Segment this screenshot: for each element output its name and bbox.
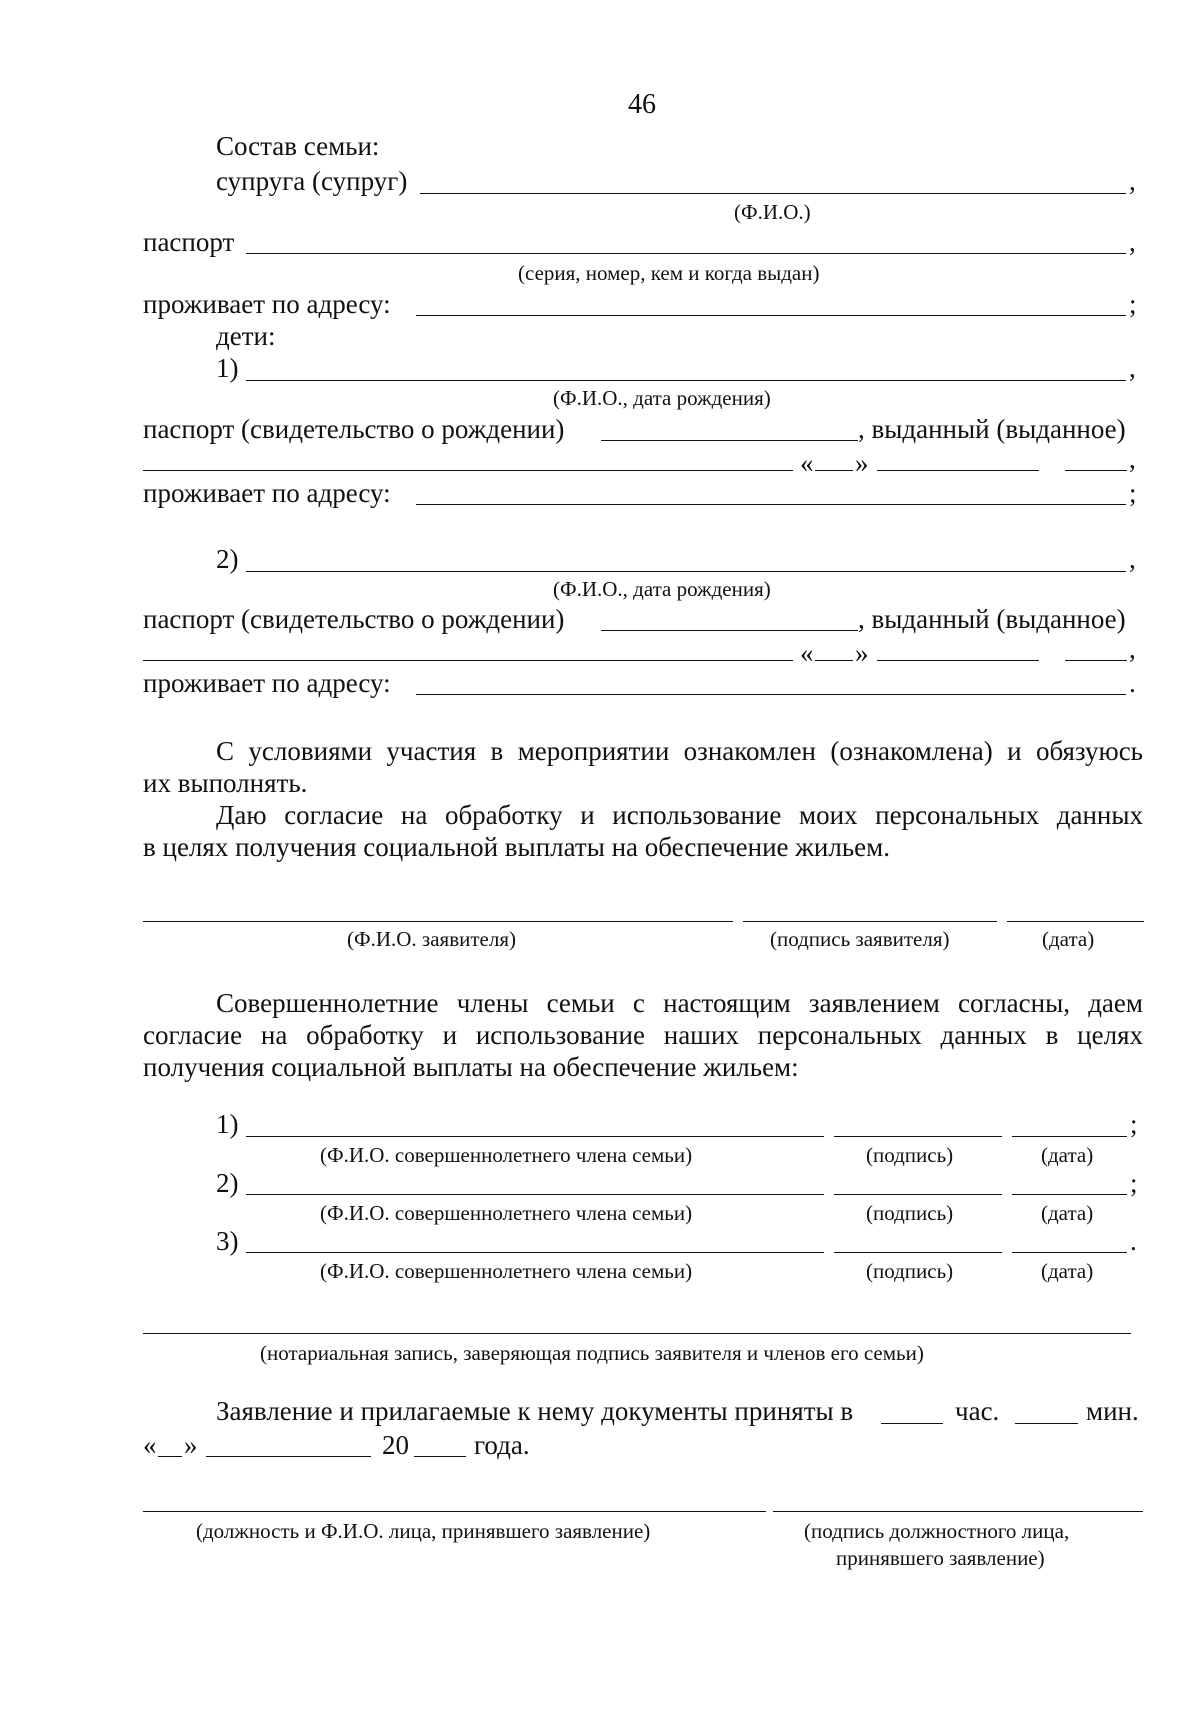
adult-2-date-caption: (дата) bbox=[1041, 1201, 1094, 1225]
child-2-issuer-line[interactable] bbox=[143, 660, 793, 661]
child-2-num: 2) bbox=[216, 544, 239, 574]
accepted-month-line[interactable] bbox=[206, 1456, 371, 1457]
official-sign-caption-2: принявшего заявление) bbox=[836, 1546, 1045, 1570]
child-2-quote-open: « bbox=[800, 638, 814, 668]
adult-members-text-1: Совершеннолетние члены семьи с настоящим заявлением согласны, даем bbox=[216, 988, 1143, 1018]
child-2-day-line[interactable] bbox=[815, 660, 853, 661]
accepted-hour-line[interactable] bbox=[881, 1423, 943, 1424]
accepted-min-label: мин. bbox=[1086, 1396, 1139, 1426]
adult-2-name-line[interactable] bbox=[246, 1194, 824, 1195]
official-sign-caption-1: (подпись должностного лица, bbox=[804, 1519, 1070, 1543]
accepted-year-prefix: 20 bbox=[382, 1430, 409, 1460]
conditions-paragraph: С условиями участия в мероприятии ознакомлен (ознакомлена) и обязуюсь bbox=[216, 736, 1143, 766]
adult-1-name-caption: (Ф.И.О. совершеннолетнего члена семьи) bbox=[320, 1143, 693, 1167]
adult-1-date-line[interactable] bbox=[1012, 1136, 1127, 1137]
spouse-label: супруга (супруг) bbox=[216, 166, 408, 196]
child-2-comma: , bbox=[1129, 544, 1136, 574]
adult-members-text-3: получения социальной выплаты на обеспечение жильем: bbox=[143, 1052, 799, 1082]
adult-1-end: ; bbox=[1130, 1109, 1138, 1139]
applicant-name-caption: (Ф.И.О. заявителя) bbox=[347, 927, 516, 951]
page-number: 46 bbox=[628, 89, 656, 120]
notary-caption: (нотариальная запись, заверяющая подпись заявителя и членов его семьи) bbox=[260, 1341, 924, 1365]
official-signature-line[interactable] bbox=[773, 1511, 1143, 1512]
adult-1-sign-line[interactable] bbox=[834, 1136, 1002, 1137]
spouse-passport-line[interactable] bbox=[246, 253, 1126, 254]
accepted-quote-close: » bbox=[184, 1430, 198, 1460]
accepted-text: Заявление и прилагаемые к нему документы приняты в bbox=[216, 1396, 854, 1426]
child-1-quote-open: « bbox=[800, 448, 814, 478]
adult-2-sign-caption: (подпись) bbox=[866, 1201, 954, 1225]
accepted-hour-label: час. bbox=[955, 1396, 1000, 1426]
consent-paragraph-end: в целях получения социальной выплаты на обеспечение жильем. bbox=[143, 832, 890, 862]
child-2-doc-line[interactable] bbox=[601, 630, 858, 631]
adult-3-date-line[interactable] bbox=[1012, 1252, 1127, 1253]
child-2-doc-label: паспорт (свидетельство о рождении) bbox=[143, 604, 565, 634]
applicant-date-caption: (дата) bbox=[1042, 927, 1095, 951]
applicant-signature-line[interactable] bbox=[743, 921, 997, 922]
child-2-year-line[interactable] bbox=[1065, 660, 1127, 661]
applicant-date-line[interactable] bbox=[1007, 921, 1144, 922]
adult-3-num: 3) bbox=[216, 1226, 239, 1256]
child-2-caption: (Ф.И.О., дата рождения) bbox=[553, 577, 771, 601]
adult-3-sign-line[interactable] bbox=[834, 1252, 1002, 1253]
child-1-year-line[interactable] bbox=[1065, 470, 1127, 471]
child-2-issuer-comma: , bbox=[1129, 634, 1136, 664]
accepted-quote-open: « bbox=[143, 1430, 157, 1460]
adult-3-name-line[interactable] bbox=[246, 1252, 824, 1253]
child-1-issued-label: , выданный (выданное) bbox=[858, 414, 1126, 444]
child-2-issued-label: , выданный (выданное) bbox=[858, 604, 1126, 634]
child-1-issuer-comma: , bbox=[1129, 444, 1136, 474]
child-1-comma: , bbox=[1129, 353, 1136, 383]
adult-2-name-caption: (Ф.И.О. совершеннолетнего члена семьи) bbox=[320, 1201, 693, 1225]
child-2-address-line[interactable] bbox=[416, 694, 1126, 695]
child-1-month-line[interactable] bbox=[877, 470, 1039, 471]
spouse-passport-caption: (серия, номер, кем и когда выдан) bbox=[518, 261, 820, 285]
child-2-address-label: проживает по адресу: bbox=[143, 668, 391, 698]
spouse-passport-label: паспорт bbox=[143, 227, 235, 257]
adult-1-name-line[interactable] bbox=[246, 1136, 824, 1137]
applicant-name-line[interactable] bbox=[143, 921, 733, 922]
child-2-quote-close: » bbox=[855, 638, 869, 668]
child-1-num: 1) bbox=[216, 353, 239, 383]
child-2-month-line[interactable] bbox=[877, 660, 1039, 661]
spouse-name-caption: (Ф.И.О.) bbox=[734, 200, 811, 224]
child-1-name-line[interactable] bbox=[246, 380, 1126, 381]
family-header: Состав семьи: bbox=[216, 131, 380, 161]
adult-1-sign-caption: (подпись) bbox=[866, 1143, 954, 1167]
child-1-issuer-line[interactable] bbox=[143, 470, 793, 471]
accepted-min-line[interactable] bbox=[1015, 1423, 1078, 1424]
adult-1-date-caption: (дата) bbox=[1041, 1143, 1094, 1167]
adult-2-date-line[interactable] bbox=[1012, 1194, 1127, 1195]
child-1-doc-label: паспорт (свидетельство о рождении) bbox=[143, 414, 565, 444]
spouse-address-semicolon: ; bbox=[1129, 289, 1137, 319]
consent-paragraph: Даю согласие на обработку и использование моих персональных данных bbox=[216, 800, 1143, 830]
adult-3-sign-caption: (подпись) bbox=[866, 1259, 954, 1283]
adult-3-name-caption: (Ф.И.О. совершеннолетнего члена семьи) bbox=[320, 1259, 693, 1283]
official-name-line[interactable] bbox=[143, 1511, 766, 1512]
spouse-passport-comma: , bbox=[1129, 227, 1136, 257]
child-1-quote-close: » bbox=[855, 448, 869, 478]
conditions-paragraph-end: их выполнять. bbox=[143, 768, 308, 798]
child-1-doc-line[interactable] bbox=[601, 440, 858, 441]
adult-members-text-2: согласие на обработку и использование наших персональных данных в целях bbox=[143, 1020, 1143, 1050]
accepted-day-line[interactable] bbox=[158, 1456, 182, 1457]
accepted-year-line[interactable] bbox=[414, 1456, 466, 1457]
child-2-address-period: . bbox=[1129, 668, 1136, 698]
child-1-caption: (Ф.И.О., дата рождения) bbox=[553, 386, 771, 410]
child-1-address-line[interactable] bbox=[416, 504, 1126, 505]
notary-line[interactable] bbox=[143, 1333, 1131, 1334]
child-1-day-line[interactable] bbox=[815, 470, 853, 471]
adult-2-num: 2) bbox=[216, 1168, 239, 1198]
applicant-signature-caption: (подпись заявителя) bbox=[770, 927, 950, 951]
adult-2-sign-line[interactable] bbox=[834, 1194, 1002, 1195]
official-name-caption: (должность и Ф.И.О. лица, принявшего заявление) bbox=[196, 1519, 651, 1543]
children-header: дети: bbox=[216, 321, 276, 351]
child-2-name-line[interactable] bbox=[246, 571, 1126, 572]
accepted-year-suffix: года. bbox=[474, 1430, 530, 1460]
adult-1-num: 1) bbox=[216, 1109, 239, 1139]
spouse-address-label: проживает по адресу: bbox=[143, 289, 391, 319]
spouse-name-line[interactable] bbox=[420, 193, 1126, 194]
child-1-address-semicolon: ; bbox=[1129, 478, 1137, 508]
child-1-address-label: проживает по адресу: bbox=[143, 478, 391, 508]
spouse-address-line[interactable] bbox=[416, 315, 1126, 316]
spouse-comma: , bbox=[1129, 166, 1136, 196]
adult-2-end: ; bbox=[1130, 1168, 1138, 1198]
adult-3-date-caption: (дата) bbox=[1041, 1259, 1094, 1283]
adult-3-end: . bbox=[1130, 1226, 1137, 1256]
